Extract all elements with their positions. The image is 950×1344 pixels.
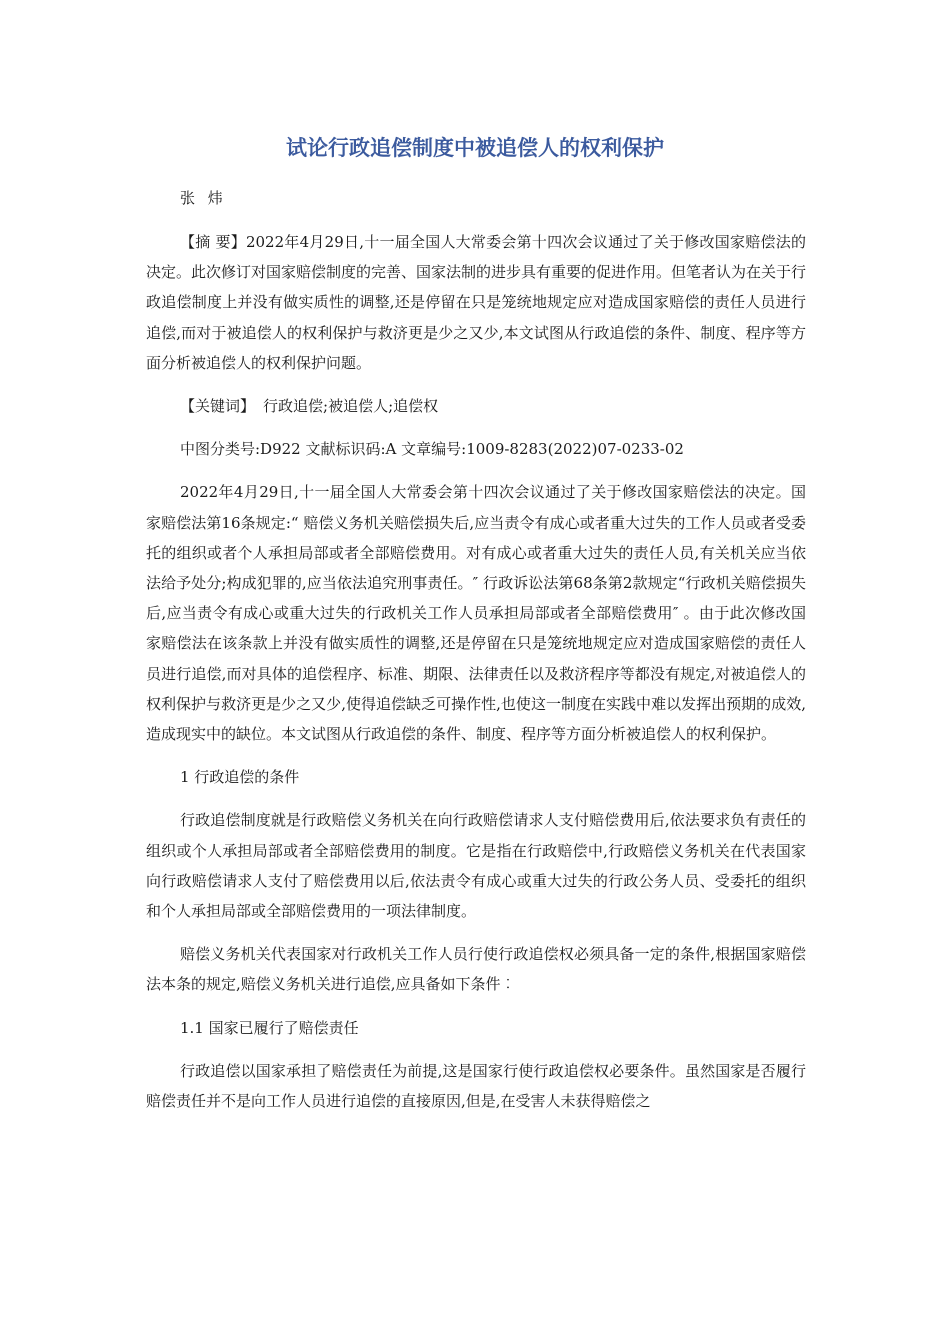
section-1-1-heading: 1.1 国家已履行了赔偿责任 (180, 1018, 359, 1037)
keywords-label: 【关键词】 (180, 397, 256, 416)
keywords-line (146, 391, 806, 421)
section-1-paragraph-2: 赔偿义务机关代表国家对行政机关工作人员行使行政追偿权必须具备一定的条件,根据国家赔偿法本条的规定,赔偿义务机关进行追偿,应具备如下条件︰ (146, 945, 806, 994)
section-1-1-paragraph-1: 行政追偿以国家承担了赔偿责任为前提,这是国家行使行政追偿权必要条件。虽然国家是否履行赔偿责任并不是向工作人员进行追偿的直接原因,但是,在受害人未获得赔偿之 (146, 1061, 806, 1111)
author-name: 张 炜 (180, 189, 227, 207)
section-1-heading: 1 行政追偿的条件 (180, 768, 300, 787)
abstract-paragraph: 【摘 要】2022年4月29日,十一届全国人大常委会第十四次会议通过了关于修改国家赔偿法的决定。此次修订对国家赔偿制度的完善、国家法制的进步具有重要的促进作用。但笔者认为在关于行政追偿制度上并没有做实质性的调整,还是停留在只是笼统地规定应对造成国家赔偿的责任人员进行追偿,而对于被追偿人的权利保护与救济更是少之又少,本文试图从行政追偿的条件、制度、程序等方面分析被追偿人的权利保护问题。 (146, 233, 807, 372)
classification-line: 中图分类号:D922 文献标识码:A 文章编号:1009-8283(2022)07-0233-02 (180, 440, 684, 459)
article-body (146, 227, 806, 1129)
intro-paragraph: 2022年4月29日,十一届全国人大常委会第十四次会议通过了关于修改国家赔偿法的决定。国家赔偿法第16条规定:“ 赔偿义务机关赔偿损失后,应当责令有成心或者重大过失的工作人员或者受委托的组织或者个人承担局部或者全部赔偿费用。对有成心或者重大过失的责任人员,有关机关应当依法给予处分;构成犯罪的,应当依法追究刑事责任。″ 行政诉讼法第68条第2款规定“行政机关赔偿损失后,应当责令有成心或重大过失的行政机关工作人员承担局部或者全部赔偿费用″ 。由于此次修改国家赔偿法在该条款上并没有做实质性的调整,还是停留在只是笼统地规定应对造成国家赔偿的责任人员进行追偿,而对具体的追偿程序、标准、期限、法律责任以及救济程序等都没有规定,对被追偿人的权利保护与救济更是少之又少,使得追偿缺乏可操作性,也使这一制度在实践中难以发挥出预期的成效,造成现实中的缺位。本文试图从行政追偿的条件、制度、程序等方面分析被追偿人的权利保护。 (146, 483, 806, 744)
section-1-paragraph-1: 行政追偿制度就是行政赔偿义务机关在向行政赔偿请求人支付赔偿费用后,依法要求负有责任的组织或个人承担局部或者全部赔偿费用的制度。它是指在行政赔偿中,行政赔偿义务机关在代表国家向行政赔偿请求人支付了赔偿费用以后,依法责令有成心或重大过失的行政公务人员、受委托的组织和个人承担局部或全部赔偿费用的一项法律制度。 (146, 811, 806, 921)
article-title: 试论行政追偿制度中被追偿人的权利保护 (286, 136, 664, 160)
keywords-text: 行政追偿;被追偿人;追偿权 (263, 397, 439, 416)
